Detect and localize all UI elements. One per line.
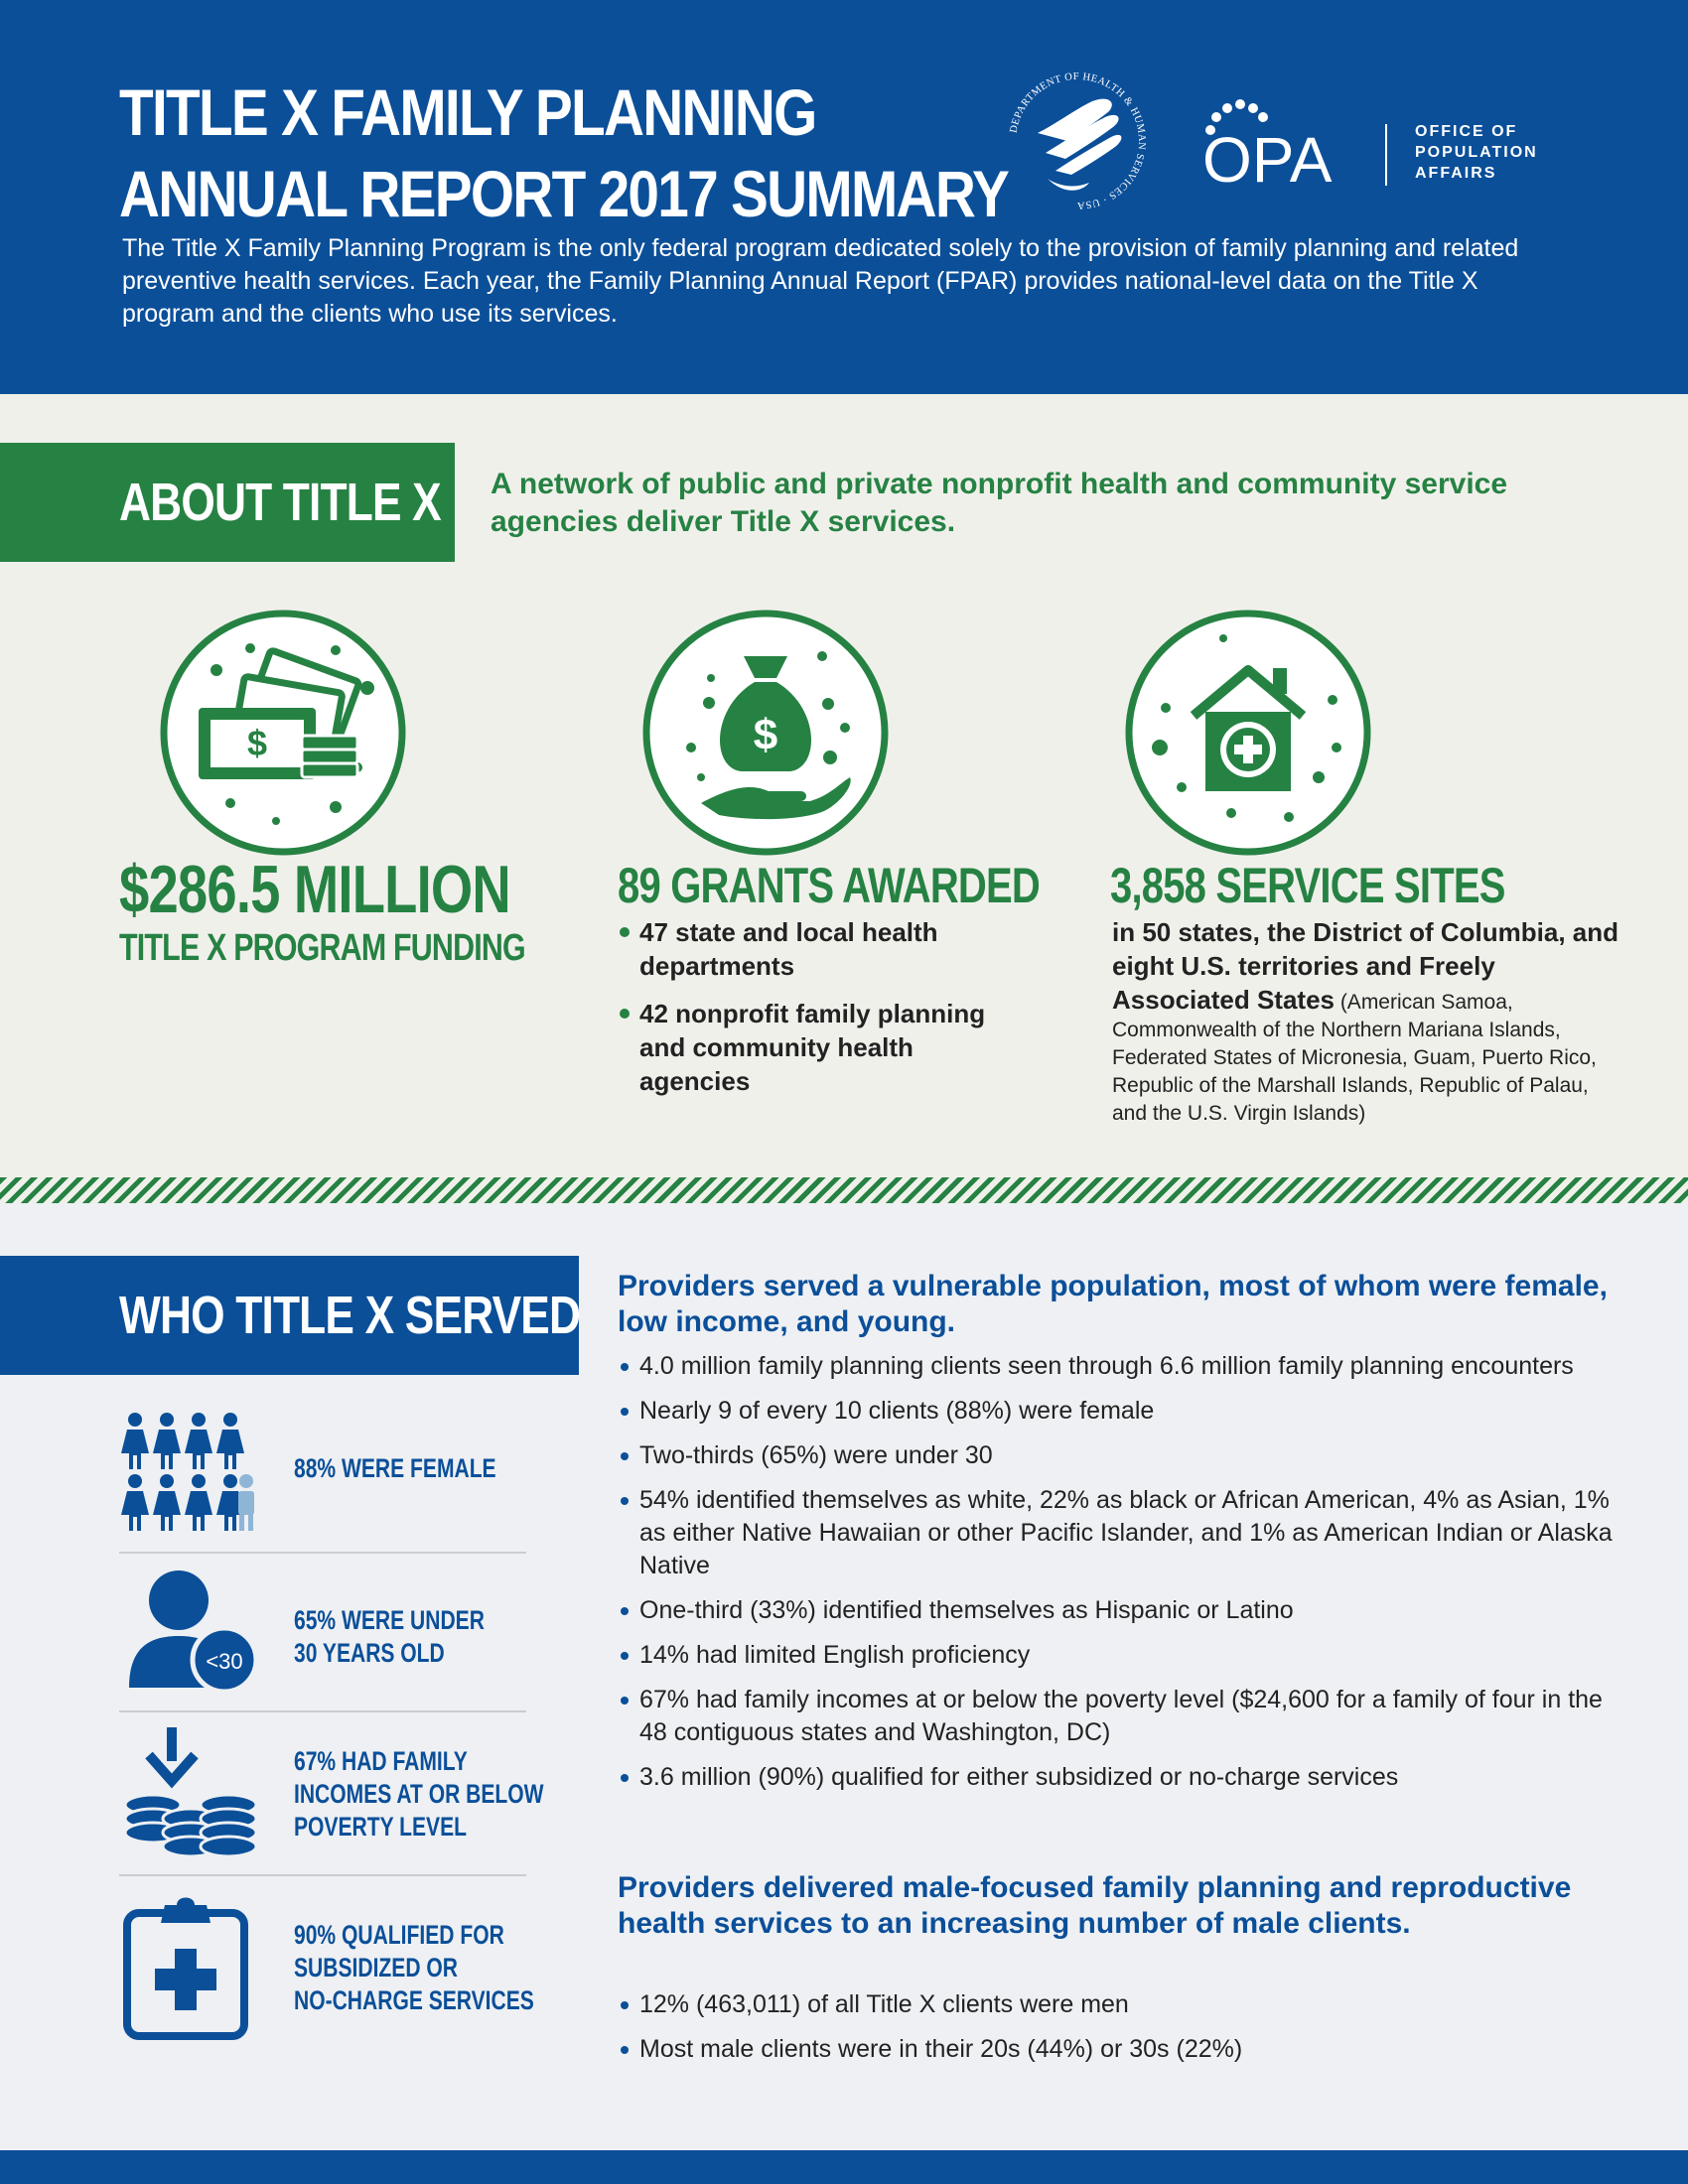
served-item: Two-thirds (65%) were under 30 xyxy=(618,1439,1620,1472)
funding-amount: $286.5 MILLION xyxy=(119,852,510,927)
served-item: 4.0 million family planning clients seen through 6.6 million family planning encounters xyxy=(618,1350,1620,1383)
served-heading-2: Providers delivered male-focused family planning and reproductive health services to an increasing number of male clients. xyxy=(618,1871,1572,1940)
stat-income-label xyxy=(294,1745,544,1843)
grants-list xyxy=(618,915,1005,1112)
about-lead-text: A network of public and private nonprofit health and community service agencies deliver Title X services. xyxy=(491,468,1508,538)
stat-under-30-line-2: 30 YEARS OLD xyxy=(294,1638,445,1668)
money-icon xyxy=(159,609,407,857)
grants-item: 42 nonprofit family planning and community health agencies xyxy=(618,997,1005,1098)
grants-title: 89 GRANTS AWARDED xyxy=(618,858,1040,913)
grants-item: 47 state and local health departments xyxy=(618,915,1005,983)
served-item: 12% (463,011) of all Title X clients were men xyxy=(618,1988,1620,2021)
header-banner xyxy=(0,0,1688,394)
health-house-icon xyxy=(1124,609,1372,857)
sites-desc-bold: in 50 states, the District of Columbia, and eight U.S. territories and Freely Associated States xyxy=(1112,917,1618,1015)
opa-name-line-2: POPULATION xyxy=(1415,144,1538,161)
served-tab-label: WHO TITLE X SERVED xyxy=(119,1286,581,1345)
served-item: 54% identified themselves as white, 22% as black or African American, 4% as Asian, 1% as either Native Hawaiian or other Pacific Islander, and 1% as American Indian or Alaska Native xyxy=(618,1484,1620,1582)
hhs-seal-text: DEPARTMENT OF HEALTH & HUMAN SERVICES · USA xyxy=(1008,70,1148,211)
served-heading-1: Providers served a vulnerable population, most of whom were female, low income, and young. xyxy=(618,1270,1608,1338)
served-item: 3.6 million (90%) qualified for either subsidized or no-charge services xyxy=(618,1761,1620,1794)
money-bag-hand-icon xyxy=(641,609,890,857)
stat-female-label: 88% WERE FEMALE xyxy=(294,1453,496,1483)
hhs-seal-logo xyxy=(998,62,1157,220)
stat-income xyxy=(119,1725,544,1864)
footer-bar xyxy=(0,2150,1688,2184)
opa-logo xyxy=(1196,94,1395,194)
page-title xyxy=(119,71,1008,234)
title-line-2: ANNUAL REPORT 2017 SUMMARY xyxy=(119,157,1009,230)
title-line-1: TITLE X FAMILY PLANNING xyxy=(119,75,816,149)
stat-subsidized xyxy=(119,1891,534,2040)
opa-name xyxy=(1415,121,1538,184)
served-item: 67% had family incomes at or below the poverty level ($24,600 for a family of four in the 48 contiguous states and Washington, DC) xyxy=(618,1684,1620,1749)
svg-text:$: $ xyxy=(246,723,268,763)
person-under-30-icon xyxy=(119,1569,268,1693)
served-list-2 xyxy=(618,1988,1620,2078)
under-30-badge: <30 xyxy=(206,1649,243,1674)
stat-divider xyxy=(119,1552,526,1554)
stat-subsidized-label xyxy=(294,1919,534,2017)
coins-down-arrow-icon xyxy=(119,1725,268,1864)
stat-subsidized-line-2: SUBSIDIZED OR xyxy=(294,1953,458,1982)
served-section-tab xyxy=(0,1256,579,1375)
opa-logo-text: OPA xyxy=(1202,124,1333,194)
stat-income-line-1: 67% HAD FAMILY xyxy=(294,1746,468,1776)
stat-under-30-label xyxy=(294,1604,485,1670)
about-section-tab xyxy=(0,443,455,562)
stat-subsidized-line-1: 90% QUALIFIED FOR xyxy=(294,1920,504,1950)
funding-label: TITLE X PROGRAM FUNDING xyxy=(119,927,525,969)
logo-divider xyxy=(1385,124,1387,186)
section-divider xyxy=(0,1177,1688,1203)
svg-text:$: $ xyxy=(753,711,778,759)
clipboard-cross-icon xyxy=(119,1891,268,2040)
sites-title: 3,858 SERVICE SITES xyxy=(1110,858,1505,913)
stat-divider xyxy=(119,1710,526,1712)
opa-name-line-3: AFFAIRS xyxy=(1415,165,1497,182)
people-female-icon xyxy=(119,1410,268,1534)
stat-female xyxy=(119,1410,526,1539)
about-tab-label: ABOUT TITLE X xyxy=(119,473,441,532)
sites-desc-list: (American Samoa, Commonwealth of the Northern Mariana Islands, Federated States of Micronesia, Guam, Puerto Rico, Republic of the Marshall Islands, Republic of Palau, and the U.S. Virgin Islands) xyxy=(1112,991,1597,1125)
intro-paragraph: The Title X Family Planning Program is the only federal program dedicated solely to the provision of family planning and related preventive health services. Each year, the Family Planning Annual Report (FPAR) provides national-level data on the Title X program and the clients who use its services. xyxy=(122,234,1519,328)
stat-income-line-2: INCOMES AT OR BELOW xyxy=(294,1779,544,1809)
stat-under-30 xyxy=(119,1569,526,1698)
sites-description xyxy=(1112,915,1628,1128)
served-item: Most male clients were in their 20s (44%) or 30s (22%) xyxy=(618,2033,1620,2066)
opa-name-line-1: OFFICE OF xyxy=(1415,123,1518,140)
served-item: Nearly 9 of every 10 clients (88%) were female xyxy=(618,1395,1620,1428)
served-item: 14% had limited English proficiency xyxy=(618,1639,1620,1672)
served-list-1 xyxy=(618,1350,1620,1806)
stat-under-30-line-1: 65% WERE UNDER xyxy=(294,1605,485,1635)
served-item: One-third (33%) identified themselves as Hispanic or Latino xyxy=(618,1594,1620,1627)
stat-income-line-3: POVERTY LEVEL xyxy=(294,1812,467,1842)
stat-subsidized-line-3: NO-CHARGE SERVICES xyxy=(294,1985,534,2015)
stat-divider xyxy=(119,1874,526,1876)
